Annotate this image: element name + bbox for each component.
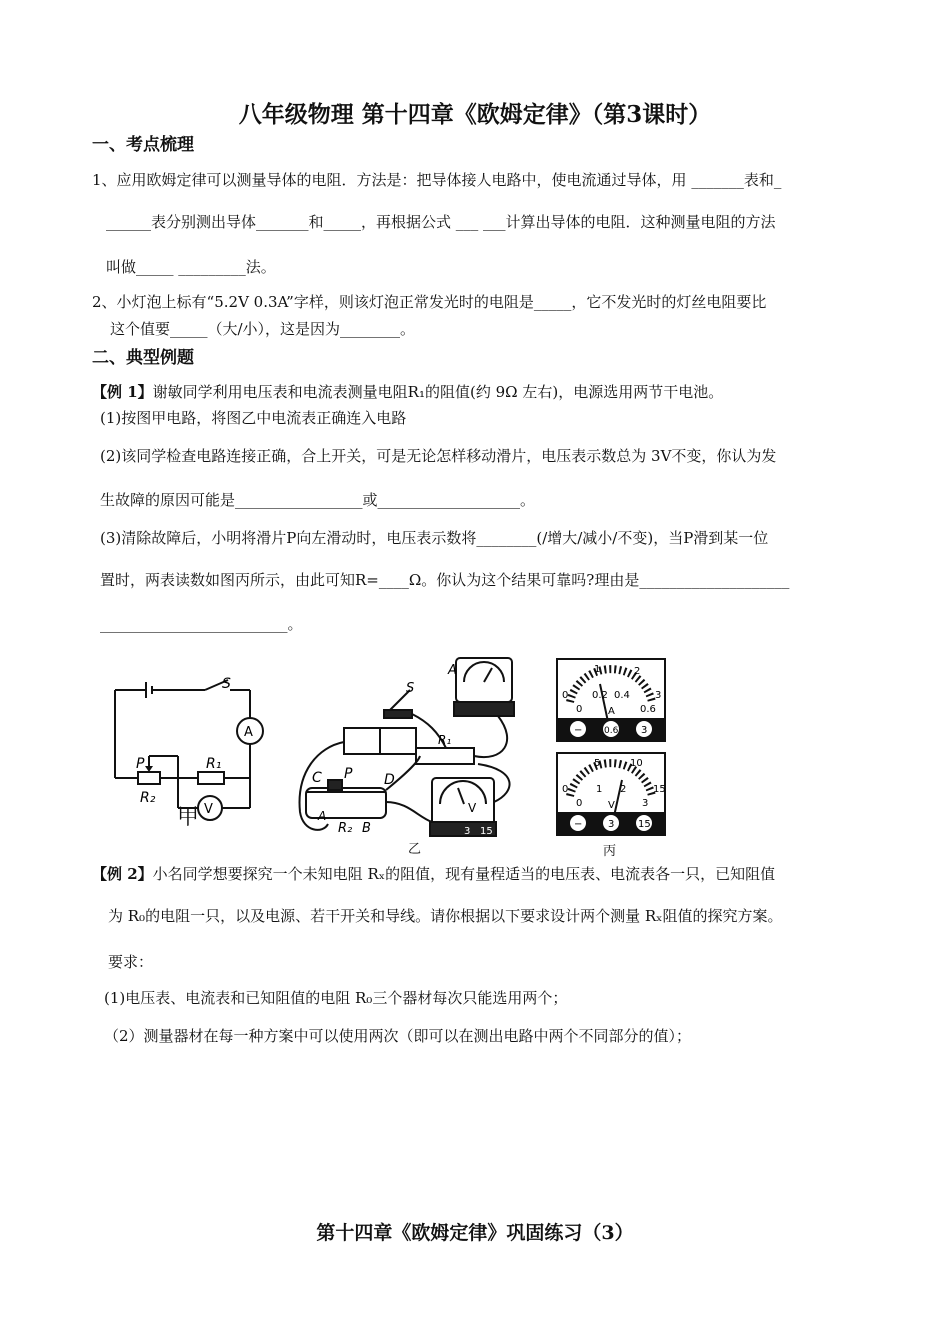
- yi-label-voltmeter: V: [468, 801, 477, 815]
- yi-label-r1: R₁: [438, 733, 452, 747]
- voltmeter-top-0: 0: [562, 784, 569, 795]
- example1-intro-text: 谢敏同学利用电压表和电流表测量电阻R₁的阻值(约 9Ω 左右)，电源选用两节干电池。: [152, 383, 724, 401]
- voltmeter-unit: V: [608, 800, 615, 811]
- jia-label-r2: R₂: [140, 790, 156, 806]
- example2-line1: [92, 863, 775, 884]
- example1-part2-line2: 生故障的原因可能是_________________或___________________。: [100, 491, 536, 509]
- ammeter-bottom-0: 0: [576, 704, 583, 715]
- example1-tag: 【例 1】: [92, 383, 153, 401]
- jia-label-r1: R₁: [206, 756, 222, 772]
- q1-line1: 1、应用欧姆定律可以测量导体的电阻．方法是：把导体接人电路中，使电流通过导体，用 _______表和_: [92, 171, 782, 189]
- voltmeter-top-5: 5: [594, 758, 601, 769]
- ammeter-unit: A: [608, 706, 615, 717]
- jia-label-ammeter: A: [244, 725, 253, 740]
- jia-label-p: P: [136, 756, 145, 772]
- ammeter-bottom-2: 0.4: [614, 690, 630, 701]
- q1-line2: ______表分别测出导体_______和_____，再根据公式 ___ ___计算出导体的电阻．这种测量电阻的方法: [106, 213, 776, 231]
- ammeter-terminal-06: 0.6: [604, 726, 619, 736]
- q1-line3: 叫做_____ _________法。: [106, 258, 276, 276]
- voltmeter-top-15: 15: [653, 784, 666, 795]
- jia-label-voltmeter: V: [204, 802, 213, 817]
- voltmeter-bottom-2: 2: [620, 784, 627, 795]
- example1-part3-line1: (3)清除故障后，小明将滑片P向左滑动时，电压表示数将________(/增大/减小/不变)，当P滑到某一位: [100, 529, 769, 547]
- voltmeter-bottom-1: 1: [596, 784, 603, 795]
- q2-line1: 2、小灯泡上标有“5.2V 0.3A”字样，则该灯泡正常发光时的电阻是_____，它不发光时的灯丝电阻要比: [92, 293, 767, 311]
- voltmeter-bottom-3: 3: [642, 798, 649, 809]
- jia-label-s: S: [222, 676, 231, 692]
- voltmeter-terminal-neg: −: [574, 819, 583, 830]
- example1-part3-line2: 置时，两表读数如图丙所示，由此可知R=____Ω。你认为这个结果可靠吗?理由是____________________: [100, 571, 790, 589]
- yi-label-p: P: [344, 766, 353, 782]
- yi-label-d: D: [384, 772, 395, 788]
- figure-jia-caption: 甲: [177, 805, 200, 830]
- ammeter-bottom-1: 0.2: [592, 690, 608, 701]
- yi-label-s: S: [406, 681, 415, 696]
- figure-bing-caption: 丙: [603, 844, 617, 859]
- yi-label-b: B: [362, 821, 371, 836]
- yi-terminal-15: 15: [480, 826, 493, 837]
- example1-part2-line1: (2)该同学检查电路连接正确，合上开关，可是无论怎样移动滑片，电压表示数总为 3V不变，你认为发: [100, 447, 777, 465]
- ammeter-top-2: 2: [634, 666, 641, 677]
- example2-requirements-title: 要求：: [108, 953, 154, 971]
- footer-title: 第十四章《欧姆定律》巩固练习（3）: [316, 1222, 634, 1244]
- example2-tag: 【例 2】: [92, 865, 153, 883]
- yi-label-a: A: [318, 809, 327, 823]
- yi-label-ammeter: A: [448, 663, 457, 678]
- ammeter-terminal-3: 3: [641, 725, 648, 736]
- example1-intro: [92, 381, 723, 402]
- figure-bing-voltmeter: [556, 752, 666, 836]
- example1-part1: (1)按图甲电路，将图乙中电流表正确连入电路: [100, 409, 407, 427]
- yi-label-c: C: [312, 770, 322, 786]
- example2-requirement-2: （2）测量器材在每一种方案中可以使用两次（即可以在测出电路中两个不同部分的值）；: [104, 1027, 692, 1045]
- voltmeter-terminal-3: 3: [608, 819, 615, 830]
- voltmeter-terminal-15: 15: [638, 819, 651, 830]
- figure-yi-apparatus: [288, 652, 520, 842]
- ammeter-top-3: 3: [655, 690, 662, 701]
- example1-part3-line3: _________________________。: [100, 615, 303, 633]
- example2-line2: 为 R₀的电阻一只，以及电源、若干开关和导线。请你根据以下要求设计两个测量 Rₓ阻值的探究方案。: [108, 907, 783, 925]
- figure-yi-caption: 乙: [408, 842, 422, 857]
- voltmeter-bottom-0: 0: [576, 798, 583, 809]
- yi-terminal-3: 3: [464, 826, 471, 837]
- section-heading-review: 一、考点梳理: [92, 135, 194, 155]
- ammeter-top-1: 1: [594, 664, 601, 675]
- ammeter-bottom-3: 0.6: [640, 704, 656, 715]
- figure-bing-ammeter: [556, 658, 666, 742]
- example2-line1-text: 小名同学想要探究一个未知电阻 Rₓ的阻值，现有量程适当的电压表、电流表各一只，已知阻值: [152, 865, 776, 883]
- page-title: 八年级物理 第十四章《欧姆定律》（第3课时）: [238, 101, 712, 128]
- yi-label-r2: R₂: [338, 821, 353, 836]
- example2-requirement-1: (1)电压表、电流表和已知阻值的电阻 R₀三个器材每次只能选用两个；: [104, 989, 568, 1007]
- q2-line2: 这个值要_____（大/小），这是因为________。: [110, 320, 416, 338]
- section-heading-examples: 二、典型例题: [92, 348, 194, 368]
- ammeter-top-0: 0: [562, 690, 569, 701]
- ammeter-terminal-neg: −: [574, 725, 583, 736]
- voltmeter-top-10: 10: [630, 758, 643, 769]
